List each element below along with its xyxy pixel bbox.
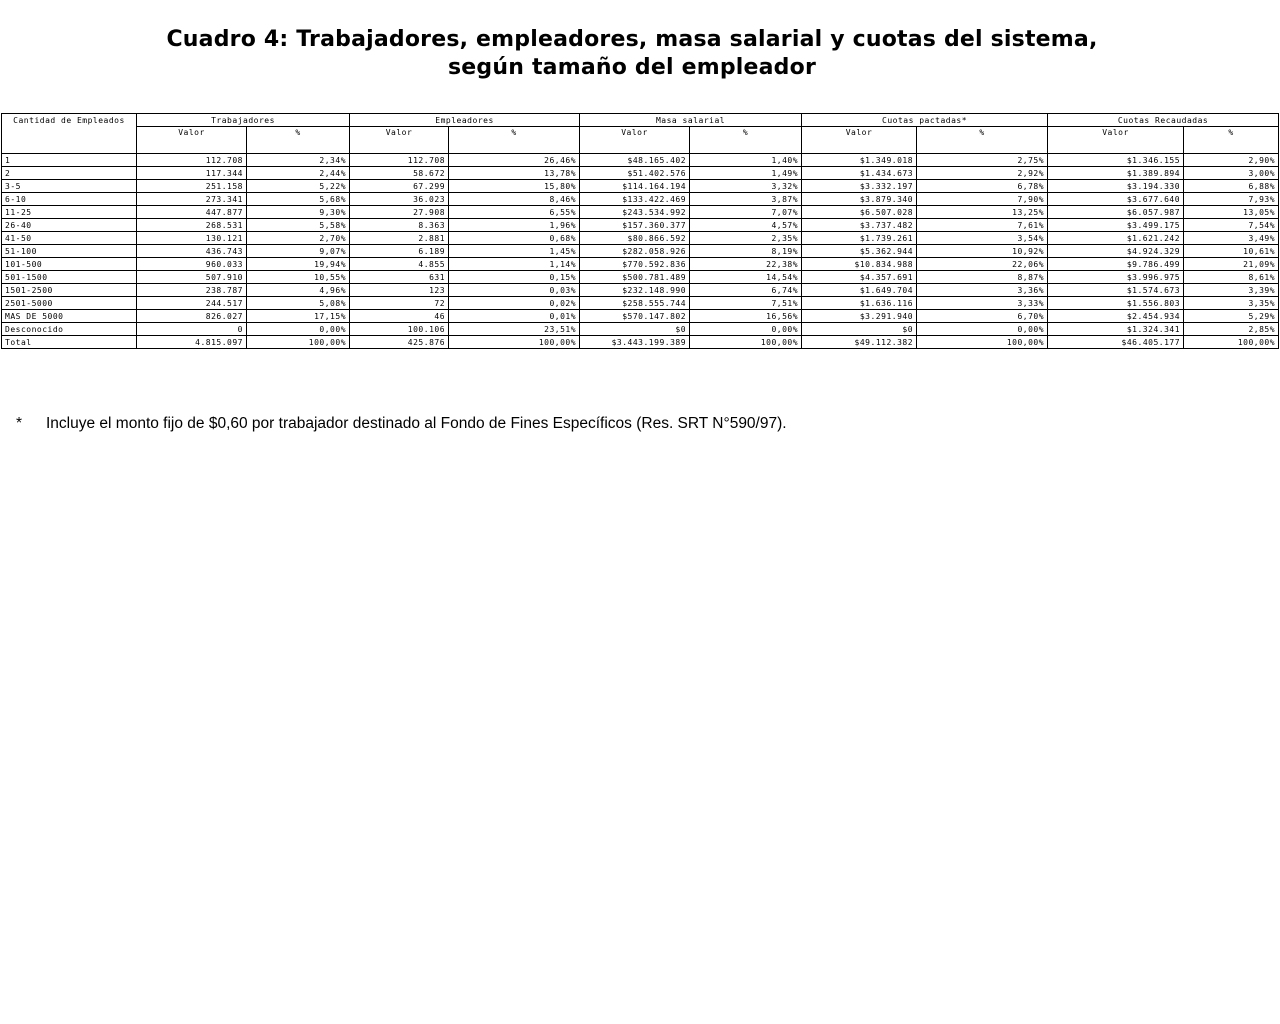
pct-cell: 7,07% <box>690 206 802 219</box>
pct-cell: 0,00% <box>690 323 802 336</box>
value-cell: 8.363 <box>350 219 449 232</box>
sub-header-value: Valor <box>802 127 917 154</box>
pct-cell: 1,45% <box>449 245 580 258</box>
pct-cell: 14,54% <box>690 271 802 284</box>
value-cell: $0 <box>580 323 690 336</box>
group-header: Masa salarial <box>580 114 802 127</box>
value-cell: $10.834.988 <box>802 258 917 271</box>
pct-cell: 2,34% <box>247 154 350 167</box>
pct-cell: 1,96% <box>449 219 580 232</box>
group-header-row <box>2 114 1279 127</box>
value-cell: 251.158 <box>137 180 247 193</box>
value-cell: $0 <box>802 323 917 336</box>
pct-cell: 21,09% <box>1184 258 1279 271</box>
pct-cell: 2,35% <box>690 232 802 245</box>
pct-cell: 13,78% <box>449 167 580 180</box>
pct-cell: 2,44% <box>247 167 350 180</box>
value-cell: $1.349.018 <box>802 154 917 167</box>
row-label: 6-10 <box>2 193 137 206</box>
pct-cell: 5,22% <box>247 180 350 193</box>
pct-cell: 0,68% <box>449 232 580 245</box>
sub-header-value: Valor <box>580 127 690 154</box>
group-header: Cuotas Recaudadas <box>1048 114 1279 127</box>
value-cell: 273.341 <box>137 193 247 206</box>
value-cell: $232.148.990 <box>580 284 690 297</box>
value-cell: 130.121 <box>137 232 247 245</box>
table-row <box>2 206 1279 219</box>
table-row <box>2 154 1279 167</box>
value-cell: 425.876 <box>350 336 449 349</box>
sub-header-value: Valor <box>350 127 449 154</box>
pct-cell: 2,92% <box>917 167 1048 180</box>
value-cell: $4.924.329 <box>1048 245 1184 258</box>
value-cell: $133.422.469 <box>580 193 690 206</box>
page-title <box>0 26 1264 82</box>
pct-cell: 3,87% <box>690 193 802 206</box>
value-cell: 507.910 <box>137 271 247 284</box>
value-cell: $770.592.836 <box>580 258 690 271</box>
value-cell: $3.737.482 <box>802 219 917 232</box>
value-cell: $80.866.592 <box>580 232 690 245</box>
pct-cell: 13,25% <box>917 206 1048 219</box>
footnote <box>16 415 787 433</box>
value-cell: 238.787 <box>137 284 247 297</box>
pct-cell: 9,07% <box>247 245 350 258</box>
value-cell: 112.708 <box>350 154 449 167</box>
row-label: 51-100 <box>2 245 137 258</box>
pct-cell: 26,46% <box>449 154 580 167</box>
value-cell: $49.112.382 <box>802 336 917 349</box>
value-cell: $4.357.691 <box>802 271 917 284</box>
value-cell: 58.672 <box>350 167 449 180</box>
value-cell: $500.781.489 <box>580 271 690 284</box>
value-cell: $2.454.934 <box>1048 310 1184 323</box>
pct-cell: 1,49% <box>690 167 802 180</box>
pct-cell: 1,14% <box>449 258 580 271</box>
pct-cell: 10,55% <box>247 271 350 284</box>
value-cell: $51.402.576 <box>580 167 690 180</box>
sub-header-pct: % <box>1184 127 1279 154</box>
pct-cell: 10,92% <box>917 245 1048 258</box>
table-body <box>2 154 1279 349</box>
sub-header-value: Valor <box>137 127 247 154</box>
pct-cell: 6,55% <box>449 206 580 219</box>
table-row <box>2 258 1279 271</box>
row-label: 2 <box>2 167 137 180</box>
pct-cell: 3,32% <box>690 180 802 193</box>
value-cell: 0 <box>137 323 247 336</box>
value-cell: 244.517 <box>137 297 247 310</box>
pct-cell: 0,00% <box>247 323 350 336</box>
pct-cell: 10,61% <box>1184 245 1279 258</box>
value-cell: 100.106 <box>350 323 449 336</box>
group-header: Cuotas pactadas* <box>802 114 1048 127</box>
value-cell: $282.058.926 <box>580 245 690 258</box>
pct-cell: 6,70% <box>917 310 1048 323</box>
value-cell: $3.332.197 <box>802 180 917 193</box>
value-cell: 112.708 <box>137 154 247 167</box>
pct-cell: 2,90% <box>1184 154 1279 167</box>
value-cell: $3.677.640 <box>1048 193 1184 206</box>
table-row <box>2 180 1279 193</box>
value-cell: $3.879.340 <box>802 193 917 206</box>
value-cell: 960.033 <box>137 258 247 271</box>
pct-cell: 16,56% <box>690 310 802 323</box>
sub-header-pct: % <box>690 127 802 154</box>
pct-cell: 3,49% <box>1184 232 1279 245</box>
value-cell: $1.389.894 <box>1048 167 1184 180</box>
pct-cell: 5,29% <box>1184 310 1279 323</box>
value-cell: $1.739.261 <box>802 232 917 245</box>
pct-cell: 22,06% <box>917 258 1048 271</box>
value-cell: 67.299 <box>350 180 449 193</box>
pct-cell: 2,85% <box>1184 323 1279 336</box>
pct-cell: 15,80% <box>449 180 580 193</box>
pct-cell: 3,36% <box>917 284 1048 297</box>
value-cell: 123 <box>350 284 449 297</box>
group-header: Trabajadores <box>137 114 350 127</box>
table-row <box>2 232 1279 245</box>
row-label: Desconocido <box>2 323 137 336</box>
table-row <box>2 193 1279 206</box>
pct-cell: 8,19% <box>690 245 802 258</box>
pct-cell: 3,54% <box>917 232 1048 245</box>
pct-cell: 100,00% <box>1184 336 1279 349</box>
value-cell: $157.360.377 <box>580 219 690 232</box>
value-cell: 268.531 <box>137 219 247 232</box>
value-cell: $1.434.673 <box>802 167 917 180</box>
data-table <box>1 113 1279 349</box>
value-cell: $1.574.673 <box>1048 284 1184 297</box>
pct-cell: 0,02% <box>449 297 580 310</box>
value-cell: 117.344 <box>137 167 247 180</box>
pct-cell: 19,94% <box>247 258 350 271</box>
value-cell: $114.164.194 <box>580 180 690 193</box>
pct-cell: 1,40% <box>690 154 802 167</box>
row-label: MAS DE 5000 <box>2 310 137 323</box>
value-cell: $570.147.802 <box>580 310 690 323</box>
table-row <box>2 219 1279 232</box>
value-cell: 4.815.097 <box>137 336 247 349</box>
title-line-1: Cuadro 4: Trabajadores, empleadores, masa salarial y cuotas del sistema, <box>166 27 1098 52</box>
row-label: 26-40 <box>2 219 137 232</box>
pct-cell: 6,78% <box>917 180 1048 193</box>
sub-header-pct: % <box>247 127 350 154</box>
sub-header-pct: % <box>917 127 1048 154</box>
pct-cell: 3,35% <box>1184 297 1279 310</box>
group-header: Empleadores <box>350 114 580 127</box>
pct-cell: 0,03% <box>449 284 580 297</box>
value-cell: 27.908 <box>350 206 449 219</box>
value-cell: 6.189 <box>350 245 449 258</box>
value-cell: $46.405.177 <box>1048 336 1184 349</box>
sub-header-pct: % <box>449 127 580 154</box>
value-cell: $6.507.028 <box>802 206 917 219</box>
footnote-marker: * <box>16 415 23 432</box>
value-cell: $258.555.744 <box>580 297 690 310</box>
value-cell: 4.855 <box>350 258 449 271</box>
table-row <box>2 284 1279 297</box>
row-label: 501-1500 <box>2 271 137 284</box>
value-cell: $1.636.116 <box>802 297 917 310</box>
pct-cell: 6,74% <box>690 284 802 297</box>
sub-header-row <box>2 127 1279 154</box>
value-cell: $1.621.242 <box>1048 232 1184 245</box>
value-cell: 631 <box>350 271 449 284</box>
pct-cell: 7,93% <box>1184 193 1279 206</box>
row-label: 3-5 <box>2 180 137 193</box>
pct-cell: 5,08% <box>247 297 350 310</box>
pct-cell: 8,87% <box>917 271 1048 284</box>
pct-cell: 6,88% <box>1184 180 1279 193</box>
table-row <box>2 167 1279 180</box>
value-cell: $6.057.987 <box>1048 206 1184 219</box>
value-cell: $1.556.803 <box>1048 297 1184 310</box>
value-cell: $3.499.175 <box>1048 219 1184 232</box>
pct-cell: 5,58% <box>247 219 350 232</box>
value-cell: $1.649.704 <box>802 284 917 297</box>
value-cell: 46 <box>350 310 449 323</box>
pct-cell: 3,33% <box>917 297 1048 310</box>
pct-cell: 5,68% <box>247 193 350 206</box>
value-cell: 72 <box>350 297 449 310</box>
table-row <box>2 297 1279 310</box>
row-label: 1501-2500 <box>2 284 137 297</box>
value-cell: $3.443.199.389 <box>580 336 690 349</box>
title-line-2: según tamaño del empleador <box>448 55 816 80</box>
row-label: 101-500 <box>2 258 137 271</box>
pct-cell: 0,15% <box>449 271 580 284</box>
pct-cell: 13,05% <box>1184 206 1279 219</box>
pct-cell: 0,01% <box>449 310 580 323</box>
value-cell: 2.881 <box>350 232 449 245</box>
pct-cell: 2,70% <box>247 232 350 245</box>
row-label: 1 <box>2 154 137 167</box>
pct-cell: 22,38% <box>690 258 802 271</box>
sub-header-value: Valor <box>1048 127 1184 154</box>
footnote-text: Incluye el monto fijo de $0,60 por trabajador destinado al Fondo de Fines Específicos (Res. SRT N°590/97). <box>46 415 787 432</box>
pct-cell: 100,00% <box>690 336 802 349</box>
value-cell: $3.996.975 <box>1048 271 1184 284</box>
value-cell: $9.786.499 <box>1048 258 1184 271</box>
pct-cell: 4,96% <box>247 284 350 297</box>
pct-cell: 100,00% <box>917 336 1048 349</box>
table-row <box>2 271 1279 284</box>
pct-cell: 7,61% <box>917 219 1048 232</box>
pct-cell: 3,39% <box>1184 284 1279 297</box>
value-cell: $1.324.341 <box>1048 323 1184 336</box>
value-cell: $3.291.940 <box>802 310 917 323</box>
pct-cell: 100,00% <box>247 336 350 349</box>
pct-cell: 4,57% <box>690 219 802 232</box>
row-label: 11-25 <box>2 206 137 219</box>
pct-cell: 7,90% <box>917 193 1048 206</box>
pct-cell: 8,46% <box>449 193 580 206</box>
value-cell: $1.346.155 <box>1048 154 1184 167</box>
pct-cell: 17,15% <box>247 310 350 323</box>
table-row <box>2 245 1279 258</box>
pct-cell: 0,00% <box>917 323 1048 336</box>
pct-cell: 7,54% <box>1184 219 1279 232</box>
value-cell: $243.534.992 <box>580 206 690 219</box>
value-cell: 436.743 <box>137 245 247 258</box>
table-row <box>2 336 1279 349</box>
value-cell: $5.362.944 <box>802 245 917 258</box>
pct-cell: 2,75% <box>917 154 1048 167</box>
pct-cell: 8,61% <box>1184 271 1279 284</box>
value-cell: $3.194.330 <box>1048 180 1184 193</box>
pct-cell: 7,51% <box>690 297 802 310</box>
row-header: Cantidad de Empleados <box>2 114 137 154</box>
value-cell: 447.877 <box>137 206 247 219</box>
value-cell: 36.023 <box>350 193 449 206</box>
table-row <box>2 310 1279 323</box>
pct-cell: 100,00% <box>449 336 580 349</box>
pct-cell: 3,00% <box>1184 167 1279 180</box>
table-row <box>2 323 1279 336</box>
row-label: Total <box>2 336 137 349</box>
row-label: 2501-5000 <box>2 297 137 310</box>
value-cell: $48.165.402 <box>580 154 690 167</box>
pct-cell: 23,51% <box>449 323 580 336</box>
row-label: 41-50 <box>2 232 137 245</box>
value-cell: 826.027 <box>137 310 247 323</box>
pct-cell: 9,30% <box>247 206 350 219</box>
